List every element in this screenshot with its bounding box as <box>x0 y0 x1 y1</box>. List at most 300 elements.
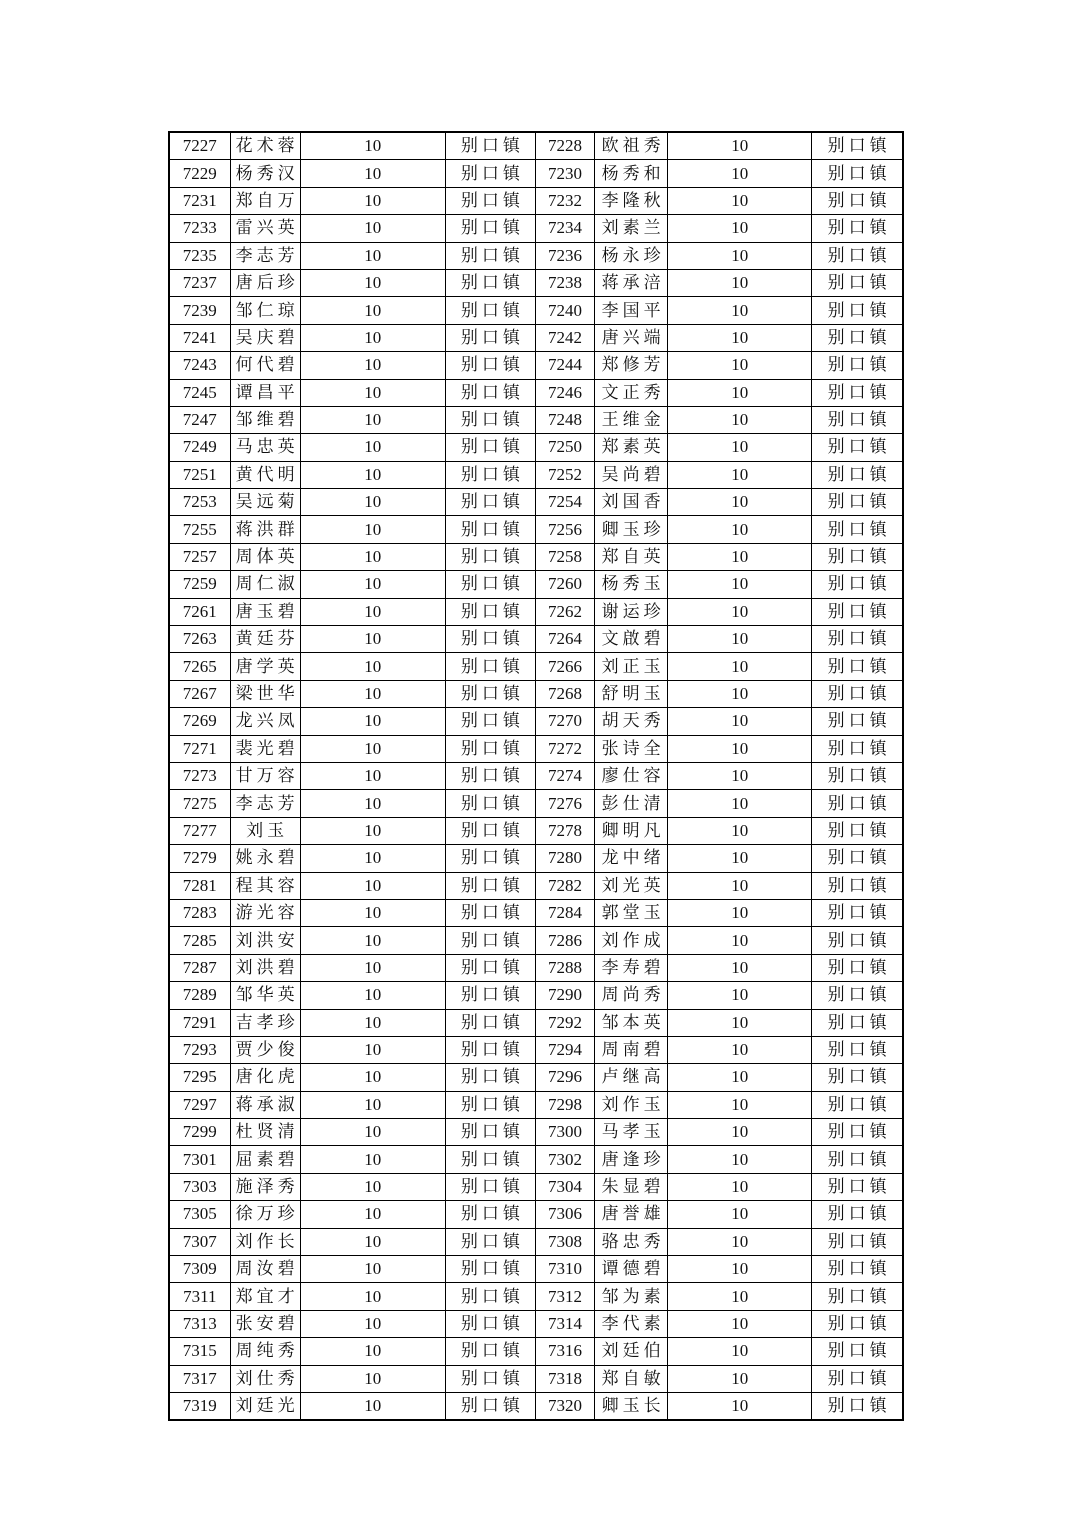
row-town-left: 别口镇 <box>445 598 535 625</box>
row-points-right: 10 <box>668 954 812 981</box>
row-town-left: 别口镇 <box>445 132 535 160</box>
row-town-left: 别口镇 <box>445 1009 535 1036</box>
row-points-right: 10 <box>668 1173 812 1200</box>
row-name-right: 谭德碧 <box>595 1256 668 1283</box>
row-town-right: 别口镇 <box>812 598 903 625</box>
row-id-left: 7289 <box>169 982 230 1009</box>
table-row <box>169 1283 903 1310</box>
row-town-right: 别口镇 <box>812 817 903 844</box>
row-name-left: 谭昌平 <box>230 379 300 406</box>
table-row <box>169 1392 903 1420</box>
row-points-left: 10 <box>300 543 445 570</box>
row-name-left: 裴光碧 <box>230 735 300 762</box>
row-town-right: 别口镇 <box>812 653 903 680</box>
row-id-left: 7235 <box>169 242 230 269</box>
row-town-left: 别口镇 <box>445 762 535 789</box>
table-row <box>169 1365 903 1392</box>
row-id-left: 7267 <box>169 680 230 707</box>
table-row <box>169 1201 903 1228</box>
row-name-right: 邹为素 <box>595 1283 668 1310</box>
table-row <box>169 1173 903 1200</box>
row-points-left: 10 <box>300 1392 445 1420</box>
row-name-right: 刘国香 <box>595 489 668 516</box>
row-town-left: 别口镇 <box>445 1392 535 1420</box>
row-id-right: 7256 <box>535 516 594 543</box>
row-id-left: 7293 <box>169 1036 230 1063</box>
row-name-right: 卿玉长 <box>595 1392 668 1420</box>
row-id-right: 7314 <box>535 1310 594 1337</box>
row-town-left: 别口镇 <box>445 1256 535 1283</box>
row-town-right: 别口镇 <box>812 297 903 324</box>
row-name-left: 龙兴凤 <box>230 708 300 735</box>
row-id-right: 7306 <box>535 1201 594 1228</box>
row-town-left: 别口镇 <box>445 269 535 296</box>
table-row <box>169 379 903 406</box>
row-name-right: 周南碧 <box>595 1036 668 1063</box>
row-name-right: 杨永珍 <box>595 242 668 269</box>
row-points-right: 10 <box>668 352 812 379</box>
row-id-left: 7283 <box>169 899 230 926</box>
table-row <box>169 269 903 296</box>
row-town-right: 别口镇 <box>812 242 903 269</box>
row-id-left: 7247 <box>169 406 230 433</box>
row-id-left: 7315 <box>169 1338 230 1365</box>
row-points-left: 10 <box>300 1146 445 1173</box>
row-name-left: 郑宜才 <box>230 1283 300 1310</box>
row-town-right: 别口镇 <box>812 1036 903 1063</box>
row-points-right: 10 <box>668 899 812 926</box>
table-row <box>169 187 903 214</box>
row-name-right: 刘正玉 <box>595 653 668 680</box>
row-id-right: 7312 <box>535 1283 594 1310</box>
row-points-right: 10 <box>668 1064 812 1091</box>
row-points-right: 10 <box>668 735 812 762</box>
row-town-left: 别口镇 <box>445 1310 535 1337</box>
row-town-right: 别口镇 <box>812 1173 903 1200</box>
row-name-right: 刘作玉 <box>595 1091 668 1118</box>
row-name-right: 卿明凡 <box>595 817 668 844</box>
row-points-left: 10 <box>300 872 445 899</box>
row-name-right: 文啟碧 <box>595 626 668 653</box>
row-id-right: 7266 <box>535 653 594 680</box>
row-points-left: 10 <box>300 653 445 680</box>
row-points-right: 10 <box>668 1201 812 1228</box>
table-row <box>169 680 903 707</box>
row-points-right: 10 <box>668 160 812 187</box>
roster-table <box>168 131 904 1421</box>
table-row <box>169 1338 903 1365</box>
row-town-right: 别口镇 <box>812 899 903 926</box>
row-id-left: 7273 <box>169 762 230 789</box>
row-points-right: 10 <box>668 187 812 214</box>
row-points-left: 10 <box>300 1310 445 1337</box>
row-id-right: 7244 <box>535 352 594 379</box>
row-points-left: 10 <box>300 1365 445 1392</box>
row-id-left: 7311 <box>169 1283 230 1310</box>
row-town-left: 别口镇 <box>445 1228 535 1255</box>
row-id-left: 7303 <box>169 1173 230 1200</box>
row-id-right: 7286 <box>535 927 594 954</box>
row-name-right: 郑自敏 <box>595 1365 668 1392</box>
table-row <box>169 1009 903 1036</box>
row-id-left: 7269 <box>169 708 230 735</box>
row-name-right: 邹本英 <box>595 1009 668 1036</box>
row-name-right: 李代素 <box>595 1310 668 1337</box>
row-town-left: 别口镇 <box>445 215 535 242</box>
table-row <box>169 324 903 351</box>
row-name-right: 文正秀 <box>595 379 668 406</box>
row-points-left: 10 <box>300 790 445 817</box>
row-town-right: 别口镇 <box>812 516 903 543</box>
row-name-left: 刘作长 <box>230 1228 300 1255</box>
row-town-right: 别口镇 <box>812 1283 903 1310</box>
row-points-left: 10 <box>300 1119 445 1146</box>
row-name-right: 郑素英 <box>595 434 668 461</box>
row-id-left: 7259 <box>169 571 230 598</box>
row-name-left: 邹仁琼 <box>230 297 300 324</box>
row-id-left: 7285 <box>169 927 230 954</box>
row-id-right: 7234 <box>535 215 594 242</box>
row-name-left: 周仁淑 <box>230 571 300 598</box>
table-row <box>169 1036 903 1063</box>
row-town-left: 别口镇 <box>445 927 535 954</box>
row-points-left: 10 <box>300 352 445 379</box>
table-row <box>169 626 903 653</box>
row-name-right: 刘光英 <box>595 872 668 899</box>
row-points-left: 10 <box>300 489 445 516</box>
row-id-left: 7317 <box>169 1365 230 1392</box>
row-points-right: 10 <box>668 1310 812 1337</box>
row-name-left: 吴庆碧 <box>230 324 300 351</box>
row-points-left: 10 <box>300 516 445 543</box>
row-points-left: 10 <box>300 762 445 789</box>
row-id-right: 7268 <box>535 680 594 707</box>
row-name-right: 卿玉珍 <box>595 516 668 543</box>
row-id-left: 7257 <box>169 543 230 570</box>
row-name-right: 谢运珍 <box>595 598 668 625</box>
row-points-right: 10 <box>668 1365 812 1392</box>
row-name-left: 雷兴英 <box>230 215 300 242</box>
row-name-left: 蒋洪群 <box>230 516 300 543</box>
row-points-left: 10 <box>300 1009 445 1036</box>
row-id-left: 7249 <box>169 434 230 461</box>
row-points-left: 10 <box>300 187 445 214</box>
row-town-right: 别口镇 <box>812 434 903 461</box>
row-name-right: 郑修芳 <box>595 352 668 379</box>
row-name-left: 刘仕秀 <box>230 1365 300 1392</box>
row-town-left: 别口镇 <box>445 1365 535 1392</box>
row-name-left: 周纯秀 <box>230 1338 300 1365</box>
row-id-right: 7290 <box>535 982 594 1009</box>
table-row <box>169 461 903 488</box>
row-id-right: 7274 <box>535 762 594 789</box>
row-points-right: 10 <box>668 406 812 433</box>
row-points-right: 10 <box>668 790 812 817</box>
row-id-right: 7304 <box>535 1173 594 1200</box>
row-points-right: 10 <box>668 1036 812 1063</box>
row-id-right: 7242 <box>535 324 594 351</box>
row-name-right: 周尚秀 <box>595 982 668 1009</box>
row-points-left: 10 <box>300 899 445 926</box>
row-points-right: 10 <box>668 845 812 872</box>
row-town-left: 别口镇 <box>445 352 535 379</box>
row-id-left: 7231 <box>169 187 230 214</box>
row-town-left: 别口镇 <box>445 571 535 598</box>
row-town-left: 别口镇 <box>445 406 535 433</box>
row-id-left: 7279 <box>169 845 230 872</box>
table-row <box>169 653 903 680</box>
row-points-right: 10 <box>668 516 812 543</box>
table-row <box>169 845 903 872</box>
row-id-right: 7228 <box>535 132 594 160</box>
table-row <box>169 352 903 379</box>
row-town-right: 别口镇 <box>812 132 903 160</box>
row-points-right: 10 <box>668 872 812 899</box>
row-points-left: 10 <box>300 817 445 844</box>
row-id-left: 7241 <box>169 324 230 351</box>
row-id-right: 7248 <box>535 406 594 433</box>
row-id-right: 7280 <box>535 845 594 872</box>
row-town-left: 别口镇 <box>445 242 535 269</box>
table-row <box>169 1310 903 1337</box>
row-points-left: 10 <box>300 626 445 653</box>
row-id-right: 7252 <box>535 461 594 488</box>
table-row <box>169 1228 903 1255</box>
row-points-left: 10 <box>300 1283 445 1310</box>
row-id-right: 7284 <box>535 899 594 926</box>
row-town-left: 别口镇 <box>445 1283 535 1310</box>
row-town-left: 别口镇 <box>445 1064 535 1091</box>
row-points-left: 10 <box>300 571 445 598</box>
row-name-right: 吴尚碧 <box>595 461 668 488</box>
row-town-right: 别口镇 <box>812 1201 903 1228</box>
row-id-right: 7296 <box>535 1064 594 1091</box>
row-points-left: 10 <box>300 269 445 296</box>
row-points-right: 10 <box>668 543 812 570</box>
row-points-left: 10 <box>300 406 445 433</box>
row-points-right: 10 <box>668 379 812 406</box>
row-town-right: 别口镇 <box>812 1365 903 1392</box>
row-id-right: 7250 <box>535 434 594 461</box>
table-row <box>169 543 903 570</box>
table-row <box>169 899 903 926</box>
row-id-right: 7282 <box>535 872 594 899</box>
row-id-left: 7265 <box>169 653 230 680</box>
row-id-right: 7298 <box>535 1091 594 1118</box>
row-id-right: 7278 <box>535 817 594 844</box>
row-id-left: 7229 <box>169 160 230 187</box>
row-points-right: 10 <box>668 1146 812 1173</box>
row-name-left: 黄廷芬 <box>230 626 300 653</box>
row-town-left: 别口镇 <box>445 461 535 488</box>
row-name-right: 唐逢珍 <box>595 1146 668 1173</box>
row-town-right: 别口镇 <box>812 735 903 762</box>
row-town-right: 别口镇 <box>812 1119 903 1146</box>
row-town-left: 别口镇 <box>445 680 535 707</box>
row-id-left: 7233 <box>169 215 230 242</box>
row-name-left: 吉孝珍 <box>230 1009 300 1036</box>
row-name-right: 刘素兰 <box>595 215 668 242</box>
row-town-right: 别口镇 <box>812 1146 903 1173</box>
table-row <box>169 297 903 324</box>
row-points-left: 10 <box>300 1256 445 1283</box>
row-name-right: 蒋承涪 <box>595 269 668 296</box>
row-id-right: 7288 <box>535 954 594 981</box>
row-name-right: 彭仕清 <box>595 790 668 817</box>
row-name-right: 唐兴端 <box>595 324 668 351</box>
row-points-right: 10 <box>668 324 812 351</box>
table-body <box>169 132 903 1420</box>
row-points-right: 10 <box>668 680 812 707</box>
row-name-left: 姚永碧 <box>230 845 300 872</box>
row-points-left: 10 <box>300 1201 445 1228</box>
table-row <box>169 598 903 625</box>
row-town-right: 别口镇 <box>812 708 903 735</box>
row-points-left: 10 <box>300 982 445 1009</box>
row-town-right: 别口镇 <box>812 324 903 351</box>
row-id-left: 7261 <box>169 598 230 625</box>
row-id-right: 7300 <box>535 1119 594 1146</box>
table-row <box>169 132 903 160</box>
row-name-left: 甘万容 <box>230 762 300 789</box>
row-name-left: 花术蓉 <box>230 132 300 160</box>
row-name-right: 唐誉雄 <box>595 1201 668 1228</box>
row-id-left: 7291 <box>169 1009 230 1036</box>
row-town-right: 别口镇 <box>812 954 903 981</box>
row-name-right: 舒明玉 <box>595 680 668 707</box>
table-row <box>169 762 903 789</box>
row-name-right: 卢继高 <box>595 1064 668 1091</box>
table-row <box>169 434 903 461</box>
row-name-left: 唐玉碧 <box>230 598 300 625</box>
row-town-right: 别口镇 <box>812 626 903 653</box>
row-points-left: 10 <box>300 434 445 461</box>
row-id-right: 7316 <box>535 1338 594 1365</box>
row-id-left: 7277 <box>169 817 230 844</box>
row-name-left: 李志芳 <box>230 242 300 269</box>
row-id-left: 7245 <box>169 379 230 406</box>
row-town-left: 别口镇 <box>445 187 535 214</box>
row-id-right: 7232 <box>535 187 594 214</box>
row-id-left: 7301 <box>169 1146 230 1173</box>
table-row <box>169 1091 903 1118</box>
row-name-left: 唐后珍 <box>230 269 300 296</box>
row-points-right: 10 <box>668 762 812 789</box>
row-name-left: 张安碧 <box>230 1310 300 1337</box>
row-town-right: 别口镇 <box>812 762 903 789</box>
row-town-left: 别口镇 <box>445 1173 535 1200</box>
row-name-left: 马忠英 <box>230 434 300 461</box>
row-town-left: 别口镇 <box>445 954 535 981</box>
table-row <box>169 516 903 543</box>
table-row <box>169 1146 903 1173</box>
row-points-left: 10 <box>300 215 445 242</box>
row-town-right: 别口镇 <box>812 215 903 242</box>
row-points-right: 10 <box>668 626 812 653</box>
row-name-left: 黄代明 <box>230 461 300 488</box>
row-points-right: 10 <box>668 1392 812 1420</box>
row-town-right: 别口镇 <box>812 352 903 379</box>
row-id-left: 7305 <box>169 1201 230 1228</box>
row-name-right: 李国平 <box>595 297 668 324</box>
table-row <box>169 954 903 981</box>
row-id-left: 7281 <box>169 872 230 899</box>
row-points-right: 10 <box>668 708 812 735</box>
row-name-right: 郭堂玉 <box>595 899 668 926</box>
row-name-right: 欧祖秀 <box>595 132 668 160</box>
row-name-right: 杨秀和 <box>595 160 668 187</box>
row-name-left: 唐学英 <box>230 653 300 680</box>
row-points-left: 10 <box>300 845 445 872</box>
table-row <box>169 1119 903 1146</box>
row-id-right: 7308 <box>535 1228 594 1255</box>
row-id-left: 7297 <box>169 1091 230 1118</box>
row-name-left: 刘廷光 <box>230 1392 300 1420</box>
row-town-left: 别口镇 <box>445 626 535 653</box>
table-row <box>169 489 903 516</box>
row-points-right: 10 <box>668 461 812 488</box>
row-id-left: 7239 <box>169 297 230 324</box>
row-name-left: 游光容 <box>230 899 300 926</box>
row-id-right: 7260 <box>535 571 594 598</box>
table-row <box>169 708 903 735</box>
row-points-right: 10 <box>668 269 812 296</box>
row-town-right: 别口镇 <box>812 1091 903 1118</box>
row-town-left: 别口镇 <box>445 1091 535 1118</box>
row-town-left: 别口镇 <box>445 872 535 899</box>
row-town-left: 别口镇 <box>445 1338 535 1365</box>
table-row <box>169 817 903 844</box>
table-row <box>169 1064 903 1091</box>
table-row <box>169 872 903 899</box>
row-name-right: 马孝玉 <box>595 1119 668 1146</box>
row-name-left: 施泽秀 <box>230 1173 300 1200</box>
row-town-left: 别口镇 <box>445 434 535 461</box>
row-id-right: 7320 <box>535 1392 594 1420</box>
row-name-right: 李寿碧 <box>595 954 668 981</box>
row-name-right: 龙中绪 <box>595 845 668 872</box>
row-name-right: 李隆秋 <box>595 187 668 214</box>
row-name-left: 杨秀汉 <box>230 160 300 187</box>
row-town-left: 别口镇 <box>445 982 535 1009</box>
row-points-left: 10 <box>300 132 445 160</box>
row-town-left: 别口镇 <box>445 543 535 570</box>
row-town-right: 别口镇 <box>812 1392 903 1420</box>
row-name-right: 刘廷伯 <box>595 1338 668 1365</box>
row-town-left: 别口镇 <box>445 899 535 926</box>
row-town-left: 别口镇 <box>445 1146 535 1173</box>
row-points-right: 10 <box>668 1228 812 1255</box>
row-points-right: 10 <box>668 982 812 1009</box>
row-name-left: 蒋承淑 <box>230 1091 300 1118</box>
row-id-left: 7227 <box>169 132 230 160</box>
row-id-left: 7319 <box>169 1392 230 1420</box>
row-town-right: 别口镇 <box>812 1228 903 1255</box>
row-name-left: 梁世华 <box>230 680 300 707</box>
row-town-left: 别口镇 <box>445 735 535 762</box>
row-name-left: 徐万珍 <box>230 1201 300 1228</box>
row-points-left: 10 <box>300 735 445 762</box>
row-points-right: 10 <box>668 489 812 516</box>
row-name-right: 王维金 <box>595 406 668 433</box>
row-town-right: 别口镇 <box>812 1338 903 1365</box>
row-town-right: 别口镇 <box>812 269 903 296</box>
row-id-right: 7302 <box>535 1146 594 1173</box>
row-points-right: 10 <box>668 653 812 680</box>
row-id-left: 7251 <box>169 461 230 488</box>
row-name-left: 唐化虎 <box>230 1064 300 1091</box>
row-town-right: 别口镇 <box>812 489 903 516</box>
